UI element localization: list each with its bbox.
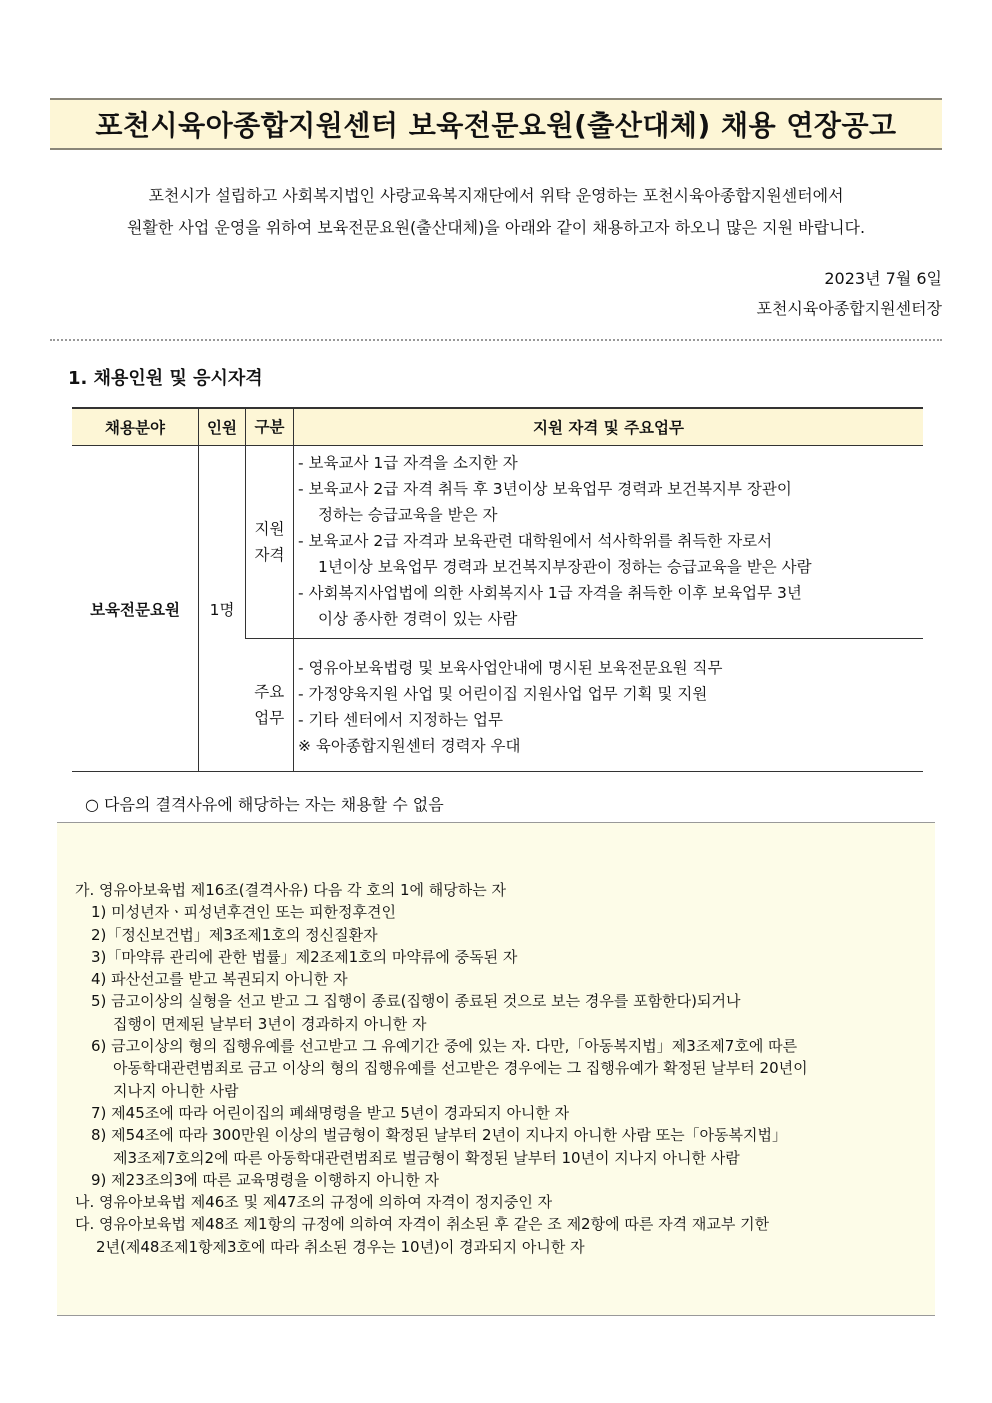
- list-item: 지나지 아니한 사람: [113, 1081, 239, 1100]
- list-item: - 가정양육지원 사업 및 어린이집 지원사업 업무 기획 및 지원: [298, 685, 708, 703]
- section-title-recruitment: 1. 채용인원 및 응시자격: [68, 368, 263, 389]
- cell-duty-label: [246, 639, 294, 772]
- list-item: - 기타 센터에서 지정하는 업무: [298, 711, 503, 729]
- list-item: - 사회복지사업법에 의한 사회복지사 1급 자격을 취득한 이후 보육업무 3년: [298, 584, 802, 602]
- intro-paragraph: [50, 180, 942, 244]
- list-item: 8) 제54조에 따라 300만원 이상의 벌금형이 확정된 날부터 2년이 지나지 아니한 사람 또는「아동복지법」: [91, 1126, 788, 1145]
- intro-line-1: 포천시가 설립하고 사회복지법인 사랑교육복지재단에서 위탁 운영하는 포천시육아종합지원센터에서: [148, 186, 844, 205]
- disqualification-list: [75, 879, 808, 1258]
- list-item: - 보육교사 2급 자격과 보육관련 대학원에서 석사학위를 취득한 자로서: [298, 532, 773, 550]
- cell-duties: [294, 639, 924, 772]
- duty-label-line-1: 주요: [254, 683, 285, 701]
- qualification-label-line-2: 자격: [254, 546, 285, 564]
- table-header-row: [72, 408, 923, 446]
- list-item: 5) 금고이상의 실형을 선고 받고 그 집행이 종료(집행이 종료된 것으로 보는 경우를 포함한다)되거나: [91, 992, 741, 1011]
- list-item: 9) 제23조의3에 따른 교육명령을 이행하지 아니한 자: [91, 1170, 439, 1189]
- recruitment-table: [72, 407, 923, 772]
- header-detail: 지원 자격 및 주요업무: [294, 408, 924, 446]
- list-item: 나. 영유아보육법 제46조 및 제47조의 규정에 의하여 자격이 정지중인 자: [75, 1193, 553, 1212]
- list-item: 가. 영유아보육법 제16조(결격사유) 다음 각 호의 1에 해당하는 자: [75, 881, 507, 899]
- date-block: [757, 264, 942, 324]
- table-row-qualification: [72, 446, 923, 639]
- page-title: 포천시육아종합지원센터 보육전문요원(출산대체) 채용 연장공고: [95, 109, 897, 142]
- list-item: 정하는 승급교육을 받은 자: [318, 506, 498, 524]
- list-item: 3)「마약류 관리에 관한 법률」제2조제1호의 마약류에 중독된 자: [91, 947, 518, 966]
- notice-date: 2023년 7월 6일: [824, 269, 942, 288]
- list-item: - 영유아보육법령 및 보육사업안내에 명시된 보육전문요원 직무: [298, 659, 723, 677]
- list-item: - 보육교사 2급 자격 취득 후 3년이상 보육업무 경력과 보건복지부 장관이: [298, 480, 792, 498]
- qualification-label-line-1: 지원: [254, 520, 285, 538]
- list-item: 2)「정신보건법」제3조제1호의 정신질환자: [91, 925, 378, 944]
- header-field: 채용분야: [72, 408, 199, 446]
- cell-qualifications: [294, 446, 924, 639]
- duty-label-line-2: 업무: [254, 709, 285, 727]
- dotted-divider: [50, 339, 942, 341]
- intro-line-2: 원활한 사업 운영을 위하여 보육전문요원(출산대체)을 아래와 같이 채용하고자 하오니 많은 지원 바랍니다.: [126, 218, 866, 237]
- disqualification-heading: ○ 다음의 결격사유에 해당하는 자는 채용할 수 없음: [85, 795, 444, 814]
- cell-count: 1명: [199, 446, 246, 772]
- cell-qualification-label: [246, 446, 294, 639]
- title-banner: [50, 98, 942, 150]
- issuer: 포천시육아종합지원센터장: [756, 299, 942, 318]
- list-item: 다. 영유아보육법 제48조 제1항의 규정에 의하여 자격이 취소된 후 같은 조 제2항에 따른 자격 재교부 기한: [75, 1215, 770, 1234]
- list-item: 집행이 면제된 날부터 3년이 경과하지 아니한 자: [113, 1014, 427, 1033]
- list-item: 4) 파산선고를 받고 복권되지 아니한 자: [91, 970, 348, 989]
- cell-field: 보육전문요원: [72, 446, 199, 772]
- list-item: 제3조제7호의2에 따른 아동학대관련범죄로 벌금형이 확정된 날부터 10년이 지나지 아니한 사람: [113, 1148, 740, 1167]
- list-item: 2년(제48조제1항제3호에 따라 취소된 경우는 10년)이 경과되지 아니한 자: [96, 1237, 585, 1256]
- list-item: 7) 제45조에 따라 어린이집의 폐쇄명령을 받고 5년이 경과되지 아니한 자: [91, 1103, 570, 1122]
- list-item: 6) 금고이상의 형의 집행유예를 선고받고 그 유예기간 중에 있는 자. 다만,「아동복지법」제3조제7호에 따른: [91, 1037, 798, 1056]
- list-item: 1년이상 보육업무 경력과 보건복지부장관이 정하는 승급교육을 받은 사람: [318, 558, 812, 576]
- list-item: - 보육교사 1급 자격을 소지한 자: [298, 454, 518, 472]
- list-item: 이상 종사한 경력이 있는 사람: [318, 610, 518, 628]
- list-item: ※ 육아종합지원센터 경력자 우대: [298, 737, 521, 755]
- disqualification-box: [57, 822, 935, 1316]
- header-count: 인원: [199, 408, 246, 446]
- header-kind: 구분: [246, 408, 294, 446]
- list-item: 아동학대관련범죄로 금고 이상의 형의 집행유예를 선고받은 경우에는 그 집행유예가 확정된 날부터 20년이: [113, 1059, 808, 1078]
- list-item: 1) 미성년자ㆍ피성년후견인 또는 피한정후견인: [91, 903, 397, 922]
